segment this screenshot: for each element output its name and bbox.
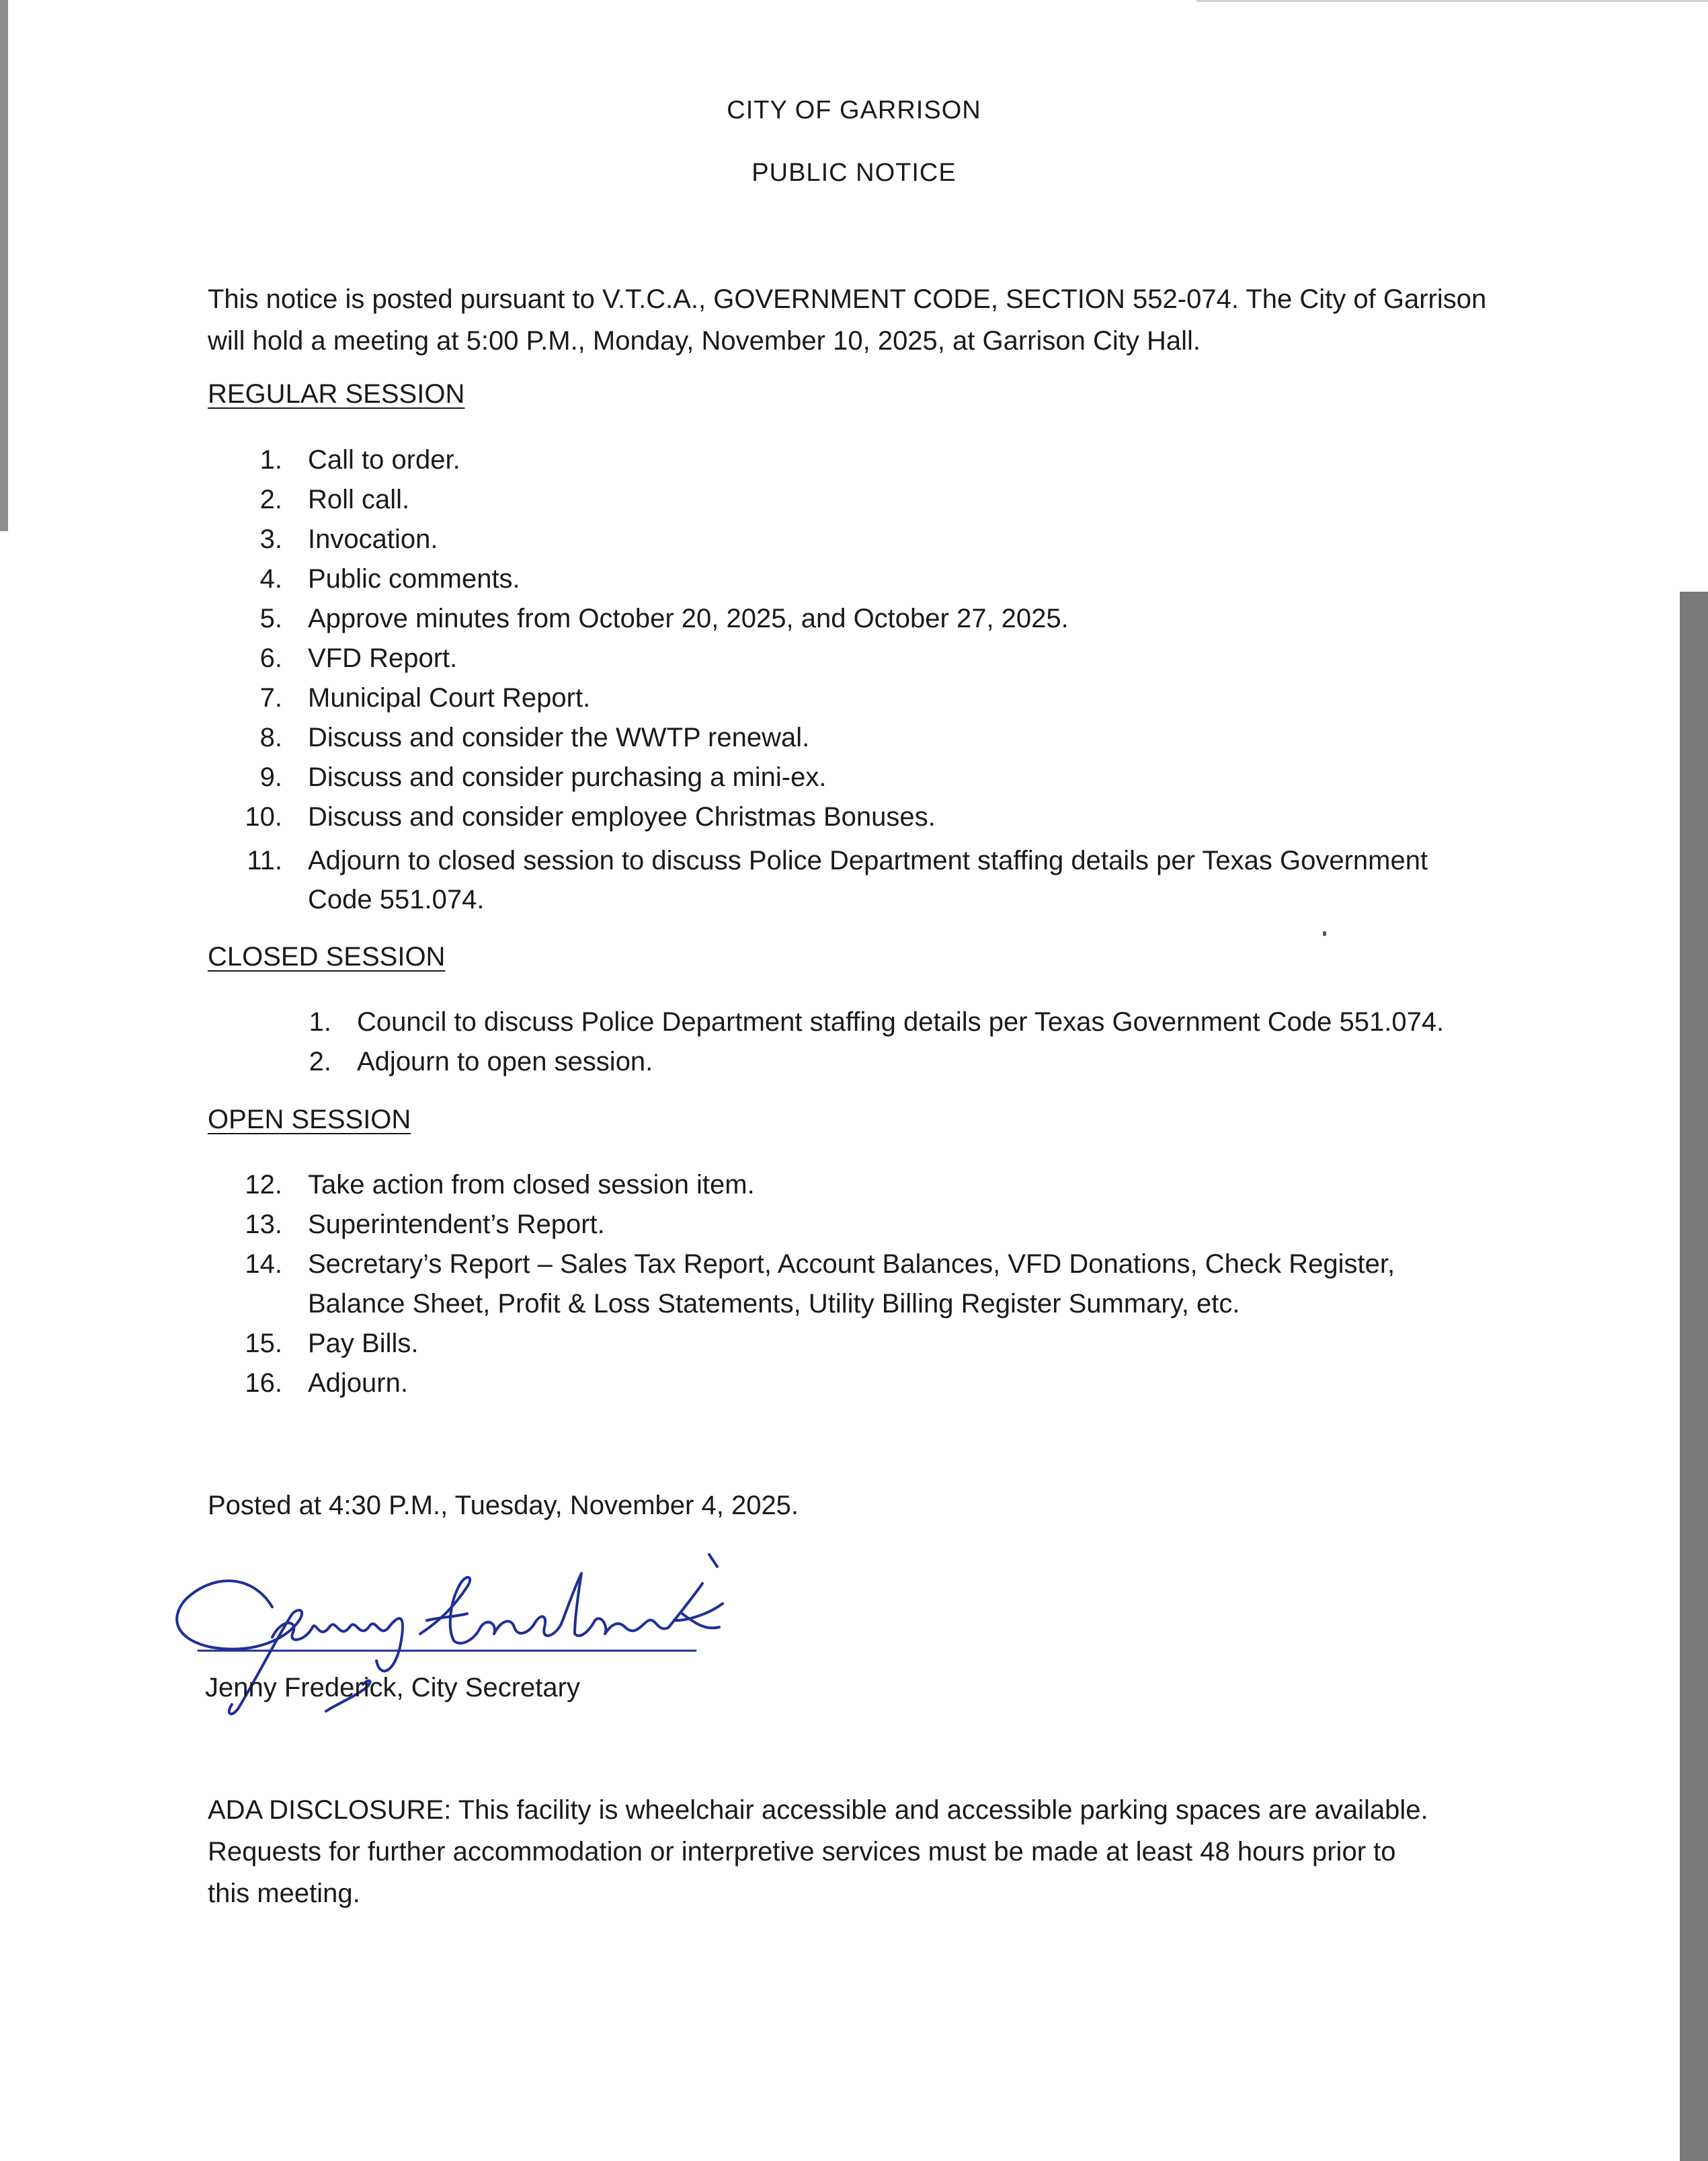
intro-line-1: This notice is posted pursuant to V.T.C.A., GOVERNMENT CODE, SECTION 552-074. The City of Garrison: [208, 284, 1487, 314]
item-number: 6.: [259, 643, 282, 673]
item-number: 15.: [245, 1329, 282, 1358]
item-text: Adjourn to open session.: [357, 1047, 653, 1076]
ada-line-3: this meeting.: [208, 1879, 360, 1908]
item-number: 3.: [259, 524, 282, 554]
item-text: Approve minutes from October 20, 2025, and October 27, 2025.: [308, 604, 1069, 633]
open-session-heading: OPEN SESSION: [208, 1105, 411, 1134]
item-number: 5.: [259, 604, 282, 633]
item-text: Invocation.: [308, 524, 438, 554]
scan-speck: [1323, 931, 1326, 936]
intro-line-2: will hold a meeting at 5:00 P.M., Monday, November 10, 2025, at Garrison City Hall.: [208, 326, 1201, 356]
item-number: 1.: [309, 1007, 331, 1037]
item-text-continued: Code 551.074.: [308, 885, 485, 914]
item-number: 2.: [259, 485, 282, 514]
item-text: Adjourn to closed session to discuss Police Department staffing details per Texas Government: [308, 846, 1428, 875]
closed-session-heading: CLOSED SESSION: [208, 942, 446, 972]
intro-paragraph: [208, 278, 1552, 362]
item-text: Superintendent’s Report.: [308, 1210, 605, 1239]
item-text: Municipal Court Report.: [308, 683, 591, 713]
city-title: CITY OF GARRISON: [727, 96, 981, 124]
item-number: 4.: [259, 564, 282, 594]
ada-disclosure: [208, 1789, 1552, 1914]
item-number: 7.: [259, 683, 282, 713]
item-text: Council to discuss Police Department staffing details per Texas Government Code 551.074.: [357, 1007, 1445, 1037]
item-text: Secretary’s Report – Sales Tax Report, Account Balances, VFD Donations, Check Register,: [308, 1249, 1395, 1279]
item-text: Discuss and consider employee Christmas Bonuses.: [308, 802, 936, 832]
posted-line: Posted at 4:30 P.M., Tuesday, November 4, 2025.: [208, 1491, 799, 1520]
signer-name: Jenny Frederick, City Secretary: [205, 1673, 580, 1702]
item-number: 8.: [259, 723, 282, 752]
item-number: 13.: [245, 1210, 282, 1239]
item-text: Discuss and consider purchasing a mini-ex.: [308, 762, 827, 792]
item-text: Roll call.: [308, 485, 410, 514]
item-number: 9.: [259, 762, 282, 792]
item-number: 12.: [245, 1170, 282, 1200]
item-text: Take action from closed session item.: [308, 1170, 755, 1200]
item-text-continued: Balance Sheet, Profit & Loss Statements, Utility Billing Register Summary, etc.: [308, 1289, 1240, 1319]
item-text: Adjourn.: [308, 1368, 408, 1398]
ada-line-1: ADA DISCLOSURE: This facility is wheelchair accessible and accessible parking spaces are available.: [208, 1795, 1428, 1825]
item-number: 16.: [245, 1368, 282, 1398]
item-number: 14.: [245, 1249, 282, 1279]
regular-session-heading: REGULAR SESSION: [208, 379, 465, 409]
item-text: Pay Bills.: [308, 1329, 419, 1358]
item-number: 2.: [309, 1047, 331, 1076]
item-text: Public comments.: [308, 564, 520, 594]
item-number: 10.: [245, 802, 282, 832]
notice-title: PUBLIC NOTICE: [751, 159, 957, 187]
item-number: 1.: [259, 445, 282, 475]
item-text: Call to order.: [308, 445, 460, 475]
item-text: VFD Report.: [308, 643, 458, 673]
item-number: 11.: [247, 846, 282, 875]
ada-line-2: Requests for further accommodation or interpretive services must be made at least 48 hours prior to: [208, 1837, 1396, 1867]
item-text: Discuss and consider the WWTP renewal.: [308, 723, 810, 752]
